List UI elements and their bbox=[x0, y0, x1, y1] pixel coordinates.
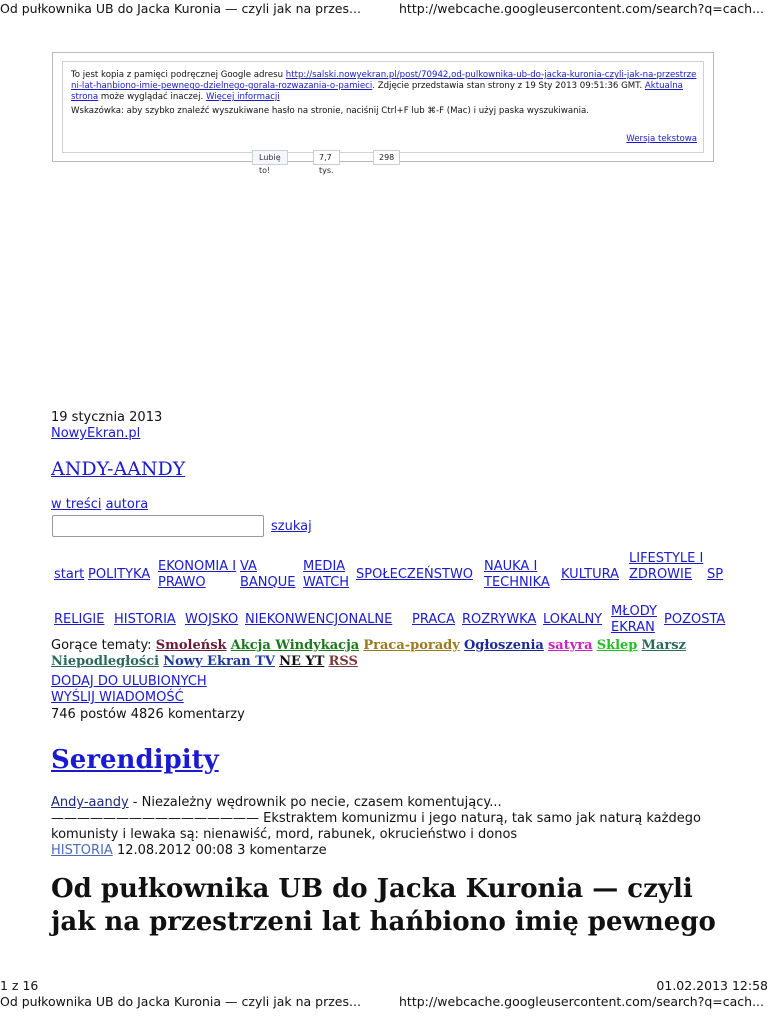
nav-rozrywka[interactable]: ROZRYWKA bbox=[462, 612, 537, 627]
hot-topic-satyra[interactable]: satyra bbox=[547, 638, 593, 653]
nav-polityka[interactable]: POLITYKA bbox=[88, 567, 151, 582]
nav-niekonwencjonalne[interactable]: NIEKONWENCJONALNE bbox=[245, 612, 393, 627]
nav-media-watch[interactable]: MEDIA WATCH bbox=[303, 559, 350, 590]
nav-religie[interactable]: RELIGIE bbox=[54, 612, 105, 627]
nav-kultura[interactable]: KULTURA bbox=[561, 567, 619, 582]
nav-va-banque[interactable]: VA BANQUE bbox=[240, 559, 296, 590]
search-input[interactable] bbox=[52, 515, 264, 537]
section-title-link[interactable]: Serendipity bbox=[51, 745, 219, 775]
search-in-content-link[interactable]: w treści bbox=[51, 497, 102, 512]
cache-notice-text bbox=[71, 70, 697, 103]
more-info-link[interactable]: Więcej informacji bbox=[205, 92, 280, 102]
nav-start[interactable]: start bbox=[54, 567, 85, 582]
print-header-title-repeat: Od pułkownika UB do Jacka Kuronia — czyli jak na przes... bbox=[0, 994, 361, 1009]
nav-mlody-ekran[interactable]: MŁODY EKRAN bbox=[611, 604, 657, 635]
article-title: Od pułkownika UB do Jacka Kuronia — czyli jak na przestrzeni lat hańbiono imię pewnego bbox=[51, 874, 716, 937]
site-link[interactable]: NowyEkran.pl bbox=[51, 426, 141, 441]
search-options bbox=[51, 497, 148, 512]
print-page-number: 1 z 16 bbox=[0, 978, 39, 993]
google-cache-notice bbox=[52, 52, 714, 175]
category-link[interactable]: HISTORIA bbox=[51, 843, 113, 858]
nav-nauka-i-technika[interactable]: NAUKA I TECHNIKA bbox=[484, 559, 550, 590]
author-bio: - Niezależny wędrownik po necie, czasem komentujący... ———————————————— Ekstraktem komunizmu i jego naturą, tak samo jak naturą każdego komunisty i lewaka są: nienawiść, mord, rabunek, okrucieństwo i donos bbox=[51, 795, 701, 842]
share-count: 298 bbox=[373, 150, 400, 165]
hot-topic-rss[interactable]: RSS bbox=[328, 654, 358, 669]
hot-topic-smolensk[interactable]: Smoleńsk bbox=[155, 638, 227, 653]
print-header-url-repeat: http://webcache.googleusercontent.com/search?q=cach... bbox=[399, 994, 765, 1009]
print-header-title: Od pułkownika UB do Jacka Kuronia — czyli jak na przes... bbox=[0, 1, 361, 16]
like-count: 7,7 tys. bbox=[313, 150, 340, 165]
add-to-favorites-link[interactable]: DODAJ DO ULUBIONYCH bbox=[51, 674, 207, 689]
hot-topic-akcja-windykacja[interactable]: Akcja Windykacja bbox=[230, 638, 360, 653]
cache-text-3: może wyglądać inaczej. bbox=[100, 92, 204, 102]
hot-topics bbox=[51, 638, 751, 670]
cache-notice-inner bbox=[62, 61, 704, 175]
hot-topic-ne-yt[interactable]: NE YT bbox=[279, 654, 325, 669]
hot-topic-praca-porady[interactable]: Praca-porady bbox=[363, 638, 460, 653]
like-button[interactable]: Lubię to! bbox=[252, 150, 288, 165]
post-meta bbox=[51, 843, 327, 858]
blog-title-link[interactable]: ANDY-AANDY bbox=[51, 458, 186, 480]
cache-text-1: To jest kopia z pamięci podręcznej Google adresu bbox=[71, 70, 284, 80]
print-header-url: http://webcache.googleusercontent.com/search?q=cach... bbox=[399, 1, 765, 16]
cache-text-2: . Zdjęcie przedstawia stan strony z 19 Sty 2013 09:51:36 GMT. bbox=[372, 81, 643, 91]
nav-ekonomia-i-prawo[interactable]: EKONOMIA I PRAWO bbox=[158, 559, 237, 590]
cached-url-link[interactable]: http://salski.nowyekran.pl/post/70942,od-pulkownika-ub-do-jacka-kuronia-czyli-jak-na-przestrzeni-lat-hanbiono-imie-pewnego-dzielnego-gorala-rozwazania-o-pamieci bbox=[71, 70, 697, 91]
nav-pozostale[interactable]: POZOSTA bbox=[664, 612, 726, 627]
search-by-author-link[interactable]: autora bbox=[105, 497, 149, 512]
hot-topic-nowy-ekran-tv[interactable]: Nowy Ekran TV bbox=[163, 654, 275, 669]
hot-topics-label: Gorące tematy: bbox=[51, 638, 152, 653]
current-page-link[interactable]: Aktualna strona bbox=[71, 81, 683, 102]
cache-hint: Wskazówka: aby szybko znaleźć wyszukiwane hasło na stronie, naciśnij Ctrl+F lub ⌘-F (Mac) i użyj paska wyszukiwania. bbox=[71, 106, 589, 116]
hot-topic-sklep[interactable]: Sklep bbox=[596, 638, 638, 653]
nav-praca[interactable]: PRACA bbox=[412, 612, 455, 627]
nav-spoleczenstwo[interactable]: SPOŁECZEŃSTWO bbox=[356, 567, 474, 582]
send-message-link[interactable]: WYŚLIJ WIADOMOŚĆ bbox=[51, 690, 184, 705]
nav-sport[interactable]: SP bbox=[707, 567, 724, 582]
nav-lokalny[interactable]: LOKALNY bbox=[543, 612, 603, 627]
post-datetime: 12.08.2012 00:08 bbox=[116, 843, 233, 858]
post-date: 19 stycznia 2013 bbox=[51, 410, 163, 425]
text-version-link[interactable]: Wersja tekstowa bbox=[626, 134, 697, 144]
nav-wojsko[interactable]: WOJSKO bbox=[185, 612, 239, 627]
comment-count: 3 komentarze bbox=[237, 843, 327, 858]
nav-lifestyle-i-zdrowie[interactable]: LIFESTYLE I ZDROWIE bbox=[629, 551, 704, 582]
print-datetime: 01.02.2013 12:58 bbox=[656, 978, 768, 993]
search-button[interactable]: szukaj bbox=[271, 519, 312, 534]
author-link[interactable]: Andy-aandy bbox=[51, 795, 129, 810]
author-info bbox=[51, 795, 711, 843]
nav-historia[interactable]: HISTORIA bbox=[114, 612, 176, 627]
hot-topic-marsz-niepodleglosci[interactable]: Marsz Niepodległości bbox=[51, 638, 686, 669]
blog-stats: 746 postów 4826 komentarzy bbox=[51, 707, 245, 722]
hot-topic-ogloszenia[interactable]: Ogłoszenia bbox=[463, 638, 544, 653]
